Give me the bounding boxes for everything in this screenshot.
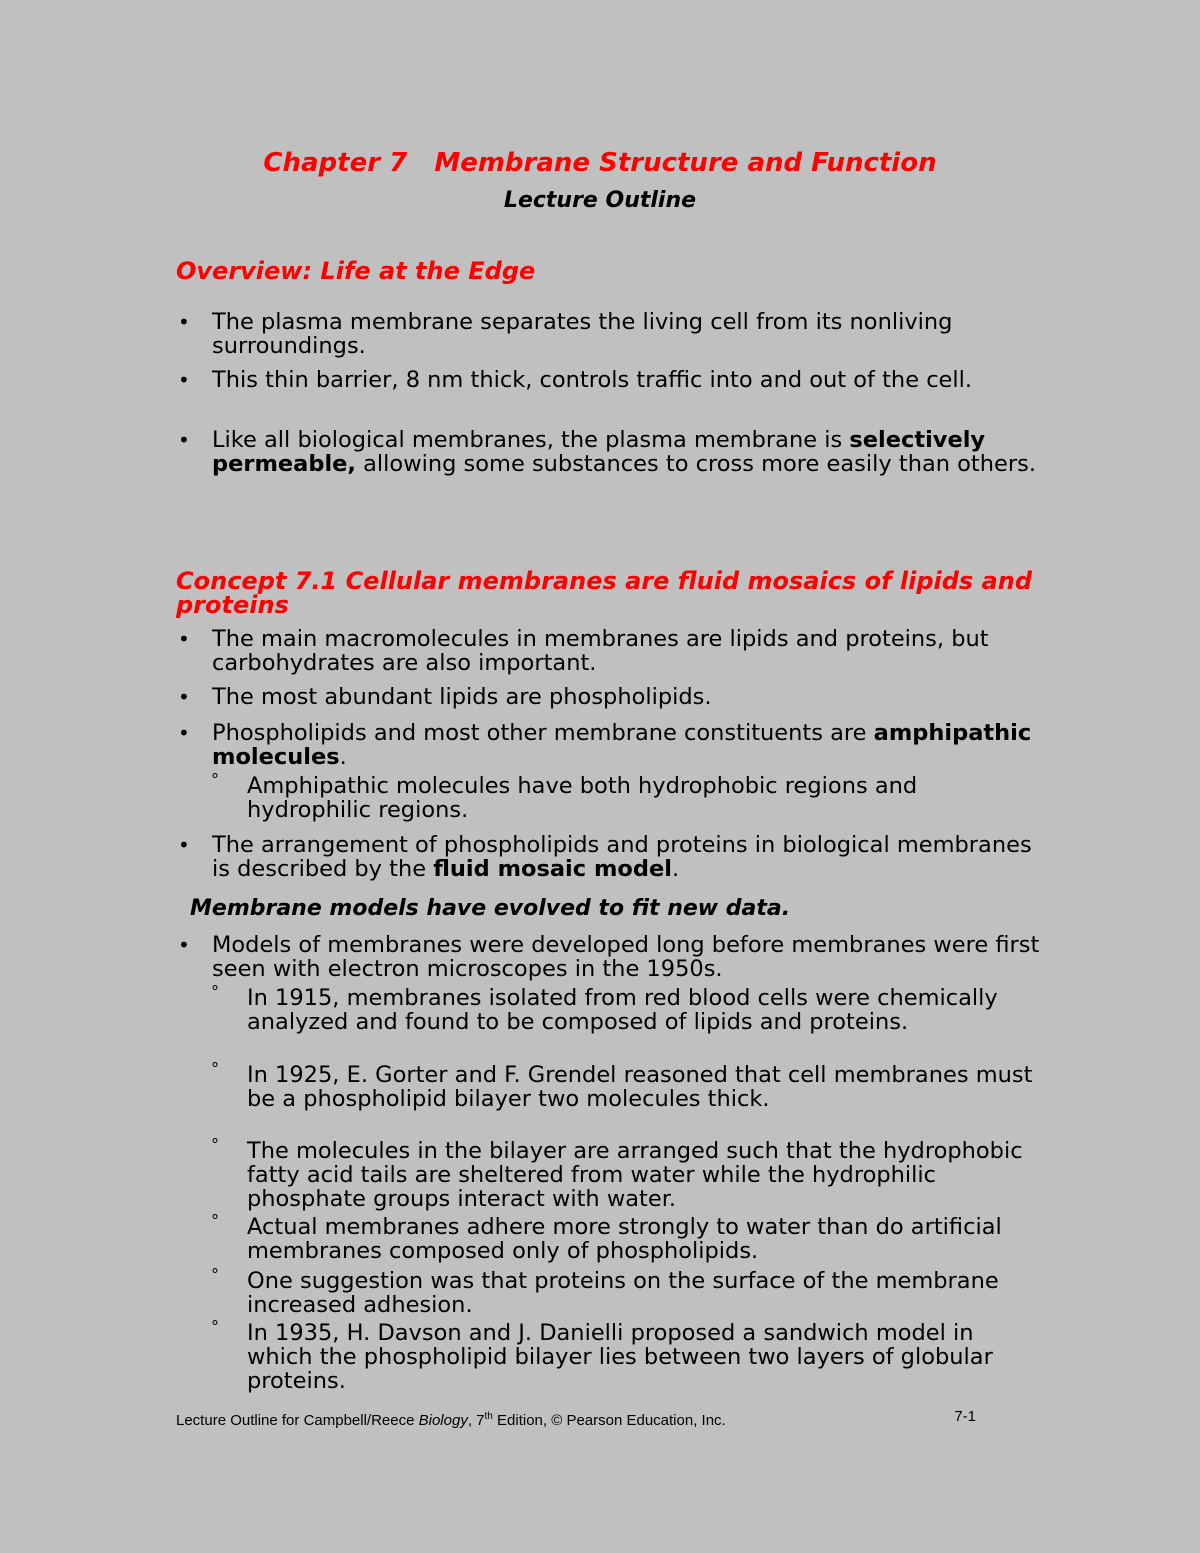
bullet-text-before: Like all biological membranes, the plasma membrane is — [212, 427, 850, 453]
list-item — [178, 720, 1042, 770]
overview-heading: Overview: Life at the Edge — [176, 257, 536, 285]
bullet-icon: • — [178, 368, 190, 392]
bullet-icon: • — [178, 721, 190, 745]
list-item — [178, 367, 1042, 393]
sub-bullet-icon: ° — [211, 1135, 219, 1154]
list-item — [211, 1265, 1037, 1318]
models-heading: Membrane models have evolved to fit new data. — [190, 896, 791, 921]
list-item — [178, 427, 1042, 477]
bullet-text: Amphipathic molecules have both hydrophobic regions and hydrophilic regions. — [247, 773, 918, 823]
bullet-text: Models of membranes were developed long before membranes were first seen with electron microscopes in the 1950s. — [212, 932, 1040, 982]
bullet-text-before: Phospholipids and most other membrane constituents are — [212, 720, 874, 746]
bullet-icon: • — [178, 833, 190, 857]
list-item — [211, 1211, 1037, 1264]
bullet-text-after: allowing some substances to cross more easily than others. — [355, 451, 1036, 477]
list-item — [211, 1059, 1037, 1112]
sub-bullet-icon: ° — [211, 1059, 219, 1078]
footer-suffix: Edition, © Pearson Education, Inc. — [492, 1412, 726, 1429]
sub-bullet-icon: ° — [211, 770, 219, 789]
list-item — [178, 626, 1042, 676]
bullet-text: The molecules in the bilayer are arranged such that the hydrophobic fatty acid tails are sheltered from water while the hydrophilic phosphate groups interact with water. — [247, 1138, 1023, 1212]
list-item — [178, 932, 1042, 982]
sub-bullet-icon: ° — [211, 1265, 219, 1284]
footer-book-title: Biology — [418, 1412, 468, 1429]
term-selectively-permeable: selectively permeable, — [212, 427, 986, 477]
bullet-text: In 1935, H. Davson and J. Danielli proposed a sandwich model in which the phospholipid bilayer lies between two layers of globular proteins. — [247, 1320, 993, 1394]
footer-prefix: Lecture Outline for Campbell/Reece — [176, 1412, 419, 1429]
bullet-text-after: . — [339, 744, 347, 770]
page-footer — [176, 1407, 976, 1431]
bullet-text: In 1925, E. Gorter and F. Grendel reasoned that cell membranes must be a phospholipid bilayer two molecules thick. — [247, 1062, 1033, 1112]
chapter-title: Chapter 7 Membrane Structure and Function — [263, 148, 937, 178]
sub-bullet-icon: ° — [211, 982, 219, 1001]
list-item — [178, 684, 1042, 710]
bullet-text: One suggestion was that proteins on the surface of the membrane increased adhesion. — [247, 1268, 999, 1318]
page-number: 7-1 — [954, 1408, 976, 1425]
list-item — [211, 1317, 1037, 1394]
list-item — [178, 832, 1042, 882]
bullet-icon: • — [178, 428, 190, 452]
bullet-text-after: . — [671, 856, 680, 882]
sub-bullet-icon: ° — [211, 1211, 219, 1230]
sub-bullet-icon: ° — [211, 1317, 219, 1336]
term-fluid-mosaic-model: fluid mosaic model — [433, 856, 672, 882]
bullet-text: The plasma membrane separates the living cell from its nonliving surroundings. — [212, 309, 953, 359]
bullet-text: The main macromolecules in membranes are lipids and proteins, but carbohydrates are also important. — [212, 626, 989, 676]
footer-edition-suffix: th — [484, 1411, 493, 1422]
bullet-text: In 1915, membranes isolated from red blood cells were chemically analyzed and found to be composed of lipids and proteins. — [247, 985, 998, 1035]
bullet-icon: • — [178, 933, 190, 957]
bullet-icon: • — [178, 627, 190, 651]
bullet-text: Actual membranes adhere more strongly to water than do artificial membranes composed only of phospholipids. — [247, 1214, 1002, 1264]
concept-heading: Concept 7.1 Cellular membranes are fluid mosaics of lipids and proteins — [176, 567, 1033, 619]
list-item — [211, 770, 1037, 823]
footer-edition-number: , 7 — [467, 1412, 485, 1429]
list-item — [211, 982, 1037, 1035]
bullet-icon: • — [178, 685, 190, 709]
term-amphipathic-molecules: amphipathic molecules — [212, 720, 1032, 770]
bullet-text: The most abundant lipids are phospholipids. — [212, 684, 712, 710]
list-item — [211, 1135, 1037, 1212]
bullet-text: This thin barrier, 8 nm thick, controls traffic into and out of the cell. — [212, 367, 973, 393]
list-item — [178, 309, 1042, 359]
bullet-icon: • — [178, 310, 190, 334]
bullet-text-before: The arrangement of phospholipids and proteins in biological membranes is described by the — [212, 832, 1032, 882]
chapter-subtitle: Lecture Outline — [503, 188, 697, 213]
